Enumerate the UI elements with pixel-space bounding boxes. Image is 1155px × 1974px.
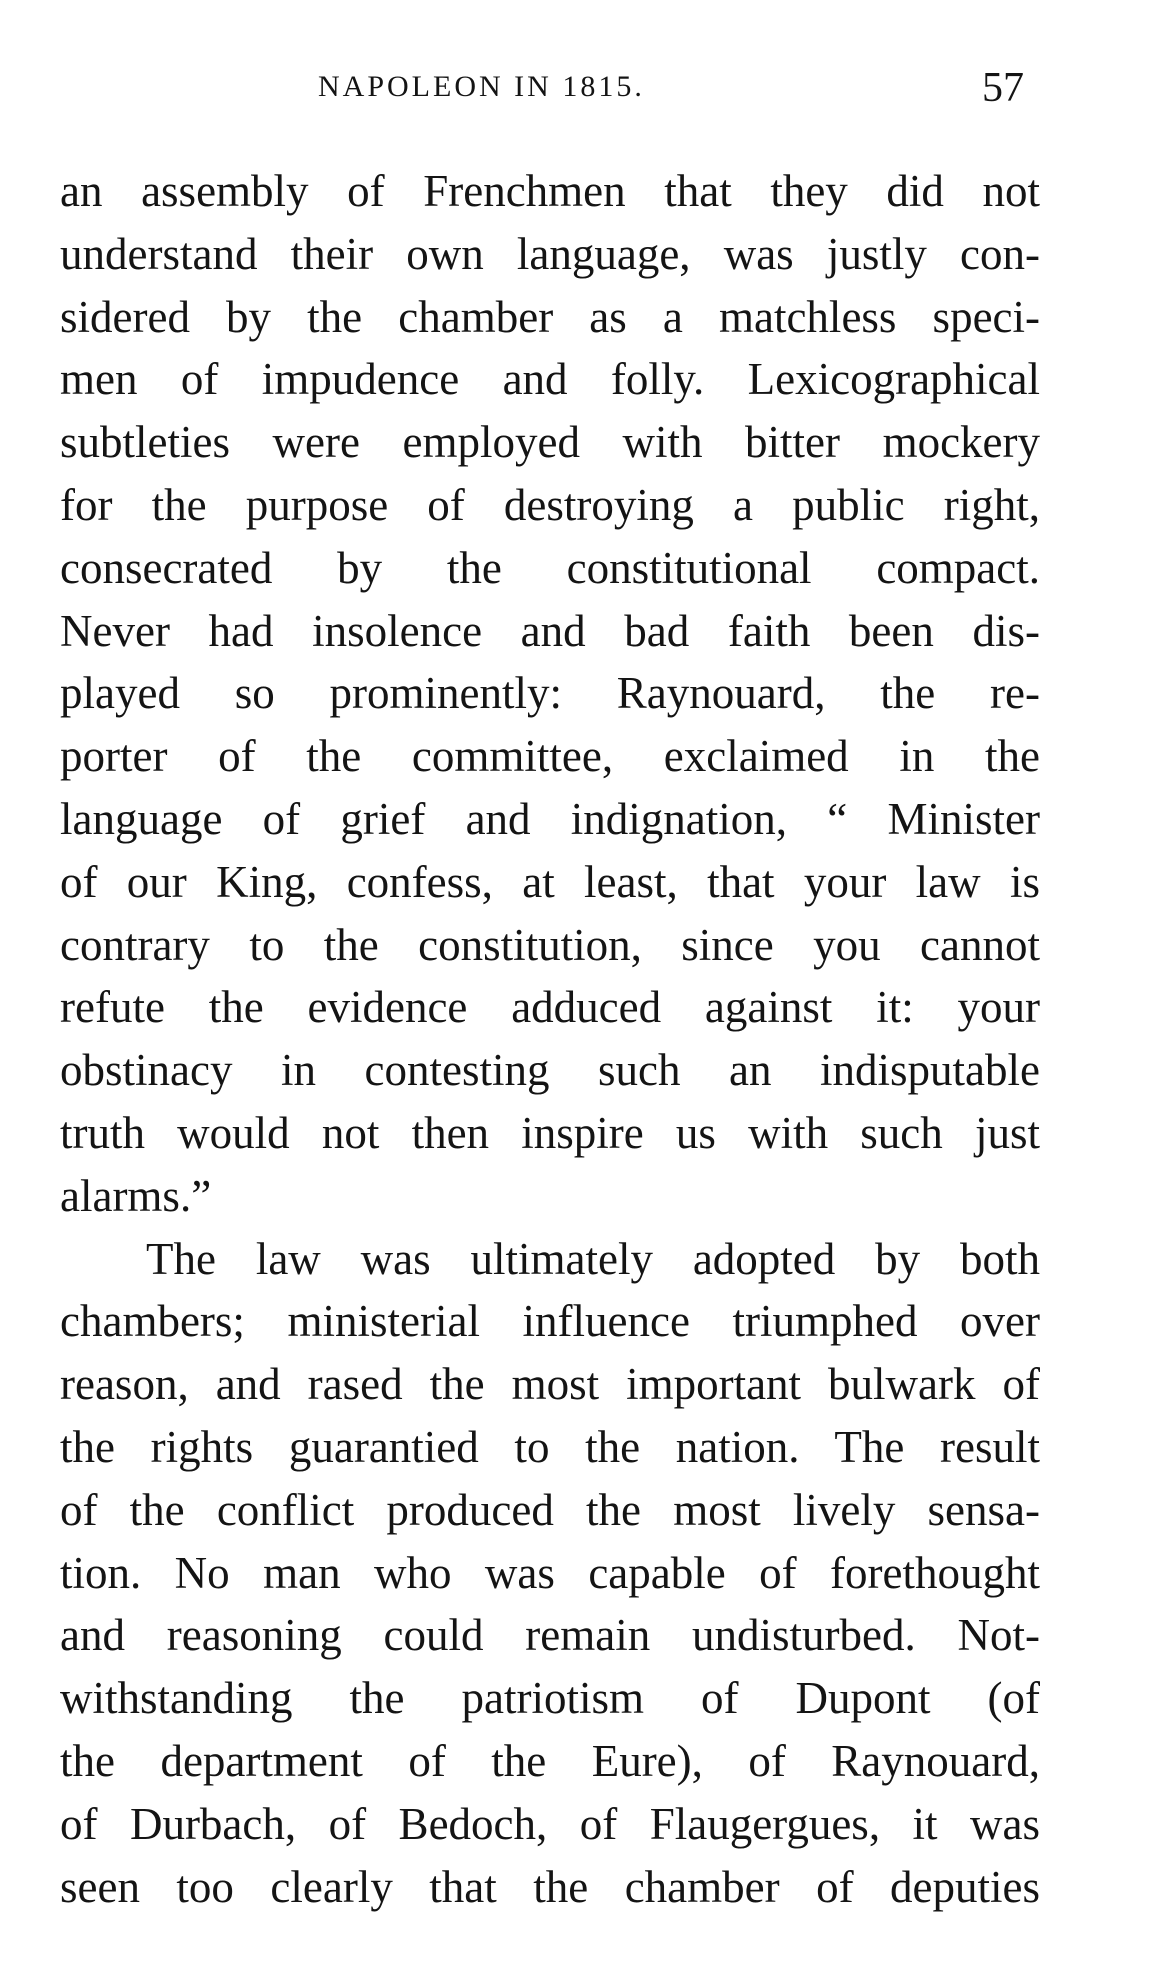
text-line: chambers; ministerial influence triumphed over bbox=[60, 1296, 1040, 1347]
text-line: played so prominently: Raynouard, the re- bbox=[60, 668, 1040, 719]
text-line: of our King, confess, at least, that your law is bbox=[60, 856, 1040, 907]
running-head bbox=[0, 60, 1155, 120]
text-line: contrary to the constitution, since you cannot bbox=[60, 919, 1040, 970]
text-line: language of grief and indignation, “ Minister bbox=[60, 793, 1040, 844]
text-line: porter of the committee, exclaimed in the bbox=[60, 731, 1040, 782]
text-line: Never had insolence and bad faith been dis- bbox=[60, 605, 1040, 656]
text-line: refute the evidence adduced against it: your bbox=[60, 982, 1040, 1033]
text-line: The law was ultimately adopted by both bbox=[146, 1233, 1040, 1284]
text-line: for the purpose of destroying a public right, bbox=[60, 479, 1040, 530]
text-line: of the conflict produced the most lively sensa- bbox=[60, 1484, 1040, 1535]
text-line: and reasoning could remain undisturbed. Not- bbox=[60, 1610, 1040, 1661]
text-line: withstanding the patriotism of Dupont (of bbox=[60, 1673, 1040, 1724]
paragraph-1 bbox=[60, 160, 1040, 1228]
body-text bbox=[60, 160, 1040, 1918]
text-line: truth would not then inspire us with such just bbox=[60, 1107, 1040, 1158]
text-line: the department of the Eure), of Raynouard, bbox=[60, 1735, 1040, 1786]
text-line: an assembly of Frenchmen that they did not bbox=[60, 166, 1040, 216]
text-line: alarms.” bbox=[60, 1170, 212, 1221]
text-line: men of impudence and folly. Lexicographical bbox=[60, 354, 1040, 405]
text-line: reason, and rased the most important bulwark of bbox=[60, 1359, 1040, 1410]
text-line: the rights guarantied to the nation. The result bbox=[60, 1421, 1040, 1472]
text-line: subtleties were employed with bitter mockery bbox=[60, 417, 1040, 468]
text-line: sidered by the chamber as a matchless speci- bbox=[60, 291, 1040, 342]
text-line: seen too clearly that the chamber of deputies bbox=[60, 1861, 1040, 1912]
page-number: 57 bbox=[982, 65, 1024, 111]
running-head-title: NAPOLEON IN 1815. bbox=[318, 70, 645, 103]
text-line: tion. No man who was capable of forethought bbox=[60, 1547, 1040, 1598]
text-line: of Durbach, of Bedoch, of Flaugergues, it was bbox=[60, 1798, 1040, 1849]
text-line: obstinacy in contesting such an indisputable bbox=[60, 1045, 1040, 1096]
text-line: understand their own language, was justly con- bbox=[60, 228, 1040, 279]
text-line: consecrated by the constitutional compact. bbox=[60, 542, 1040, 593]
paragraph-2 bbox=[60, 1228, 1040, 1919]
